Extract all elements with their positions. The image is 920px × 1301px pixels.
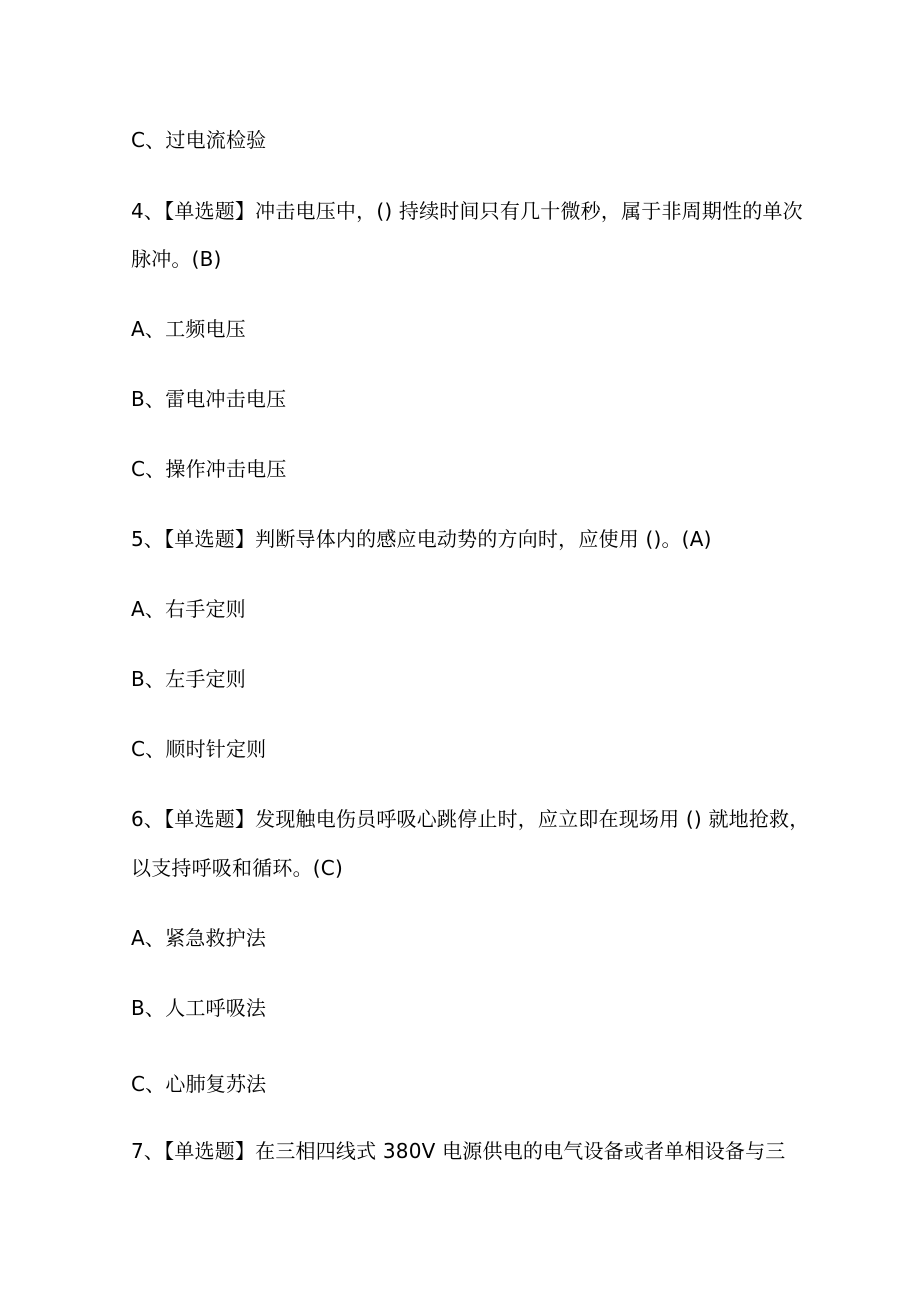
question-4-line-2: 脉冲。(B) <box>131 247 222 271</box>
option-5c: C、顺时针定则 <box>131 737 267 761</box>
question-4-line-1: 4、【单选题】冲击电压中，() 持续时间只有几十微秒，属于非周期性的单次 <box>131 199 803 223</box>
option-5b: B、左手定则 <box>131 667 246 691</box>
option-6b: B、人工呼吸法 <box>131 996 267 1020</box>
question-5: 5、【单选题】判断导体内的感应电动势的方向时，应使用 ()。(A) <box>131 527 712 551</box>
option-4c: C、操作冲击电压 <box>131 457 287 481</box>
option-6c: C、心肺复苏法 <box>131 1072 267 1096</box>
question-7-line-1: 7、【单选题】在三相四线式 380V 电源供电的电气设备或者单相设备与三 <box>131 1139 786 1163</box>
option-3c: C、过电流检验 <box>131 128 267 152</box>
option-4b: B、雷电冲击电压 <box>131 387 287 411</box>
option-6a: A、紧急救护法 <box>131 926 267 950</box>
option-5a: A、右手定则 <box>131 597 246 621</box>
question-6-line-1: 6、【单选题】发现触电伤员呼吸心跳停止时，应立即在现场用 () 就地抢救， <box>131 807 810 831</box>
option-4a: A、工频电压 <box>131 317 246 341</box>
question-6-line-2: 以支持呼吸和循环。(C) <box>131 856 343 880</box>
